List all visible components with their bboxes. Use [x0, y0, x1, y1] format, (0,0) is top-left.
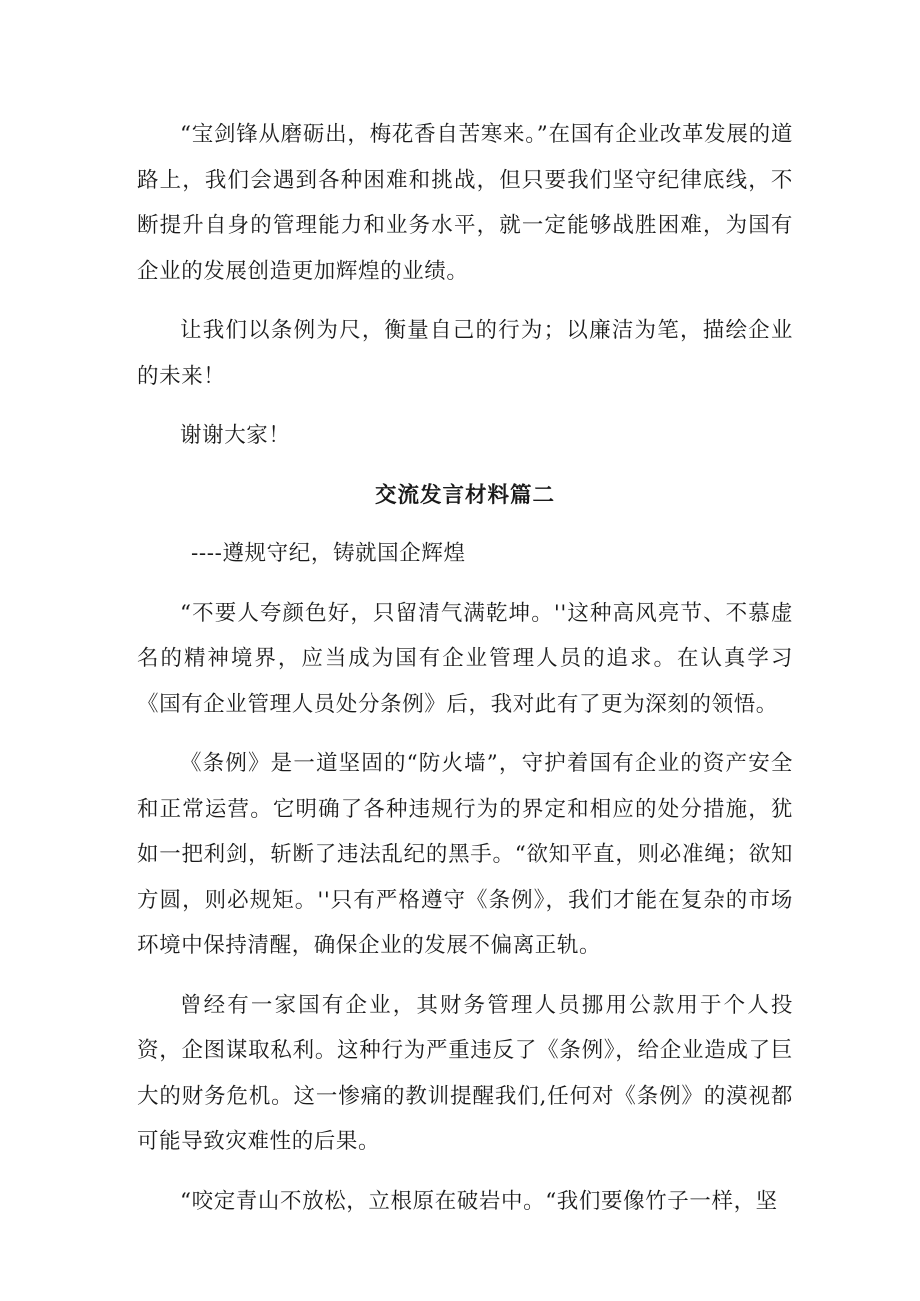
paragraph-case-study: 曾经有一家国有企业，其财务管理人员挪用公款用于个人投资，企图谋取私利。这种行为严重违反了《条例》，给企业造成了巨大的财务危机。这一惨痛的教训提醒我们,任何对《条例》的漠视都可能导致灾难性的后果。	[137, 992, 793, 1154]
paragraph-bamboo: “咬定青山不放松，立根原在破岩中。“我们要像竹子一样，坚	[180, 1188, 778, 1214]
paragraph-firewall: 《条例》是一道坚固的“防火墙”，守护着国有企业的资产安全和正常运营。它明确了各种违规行为的界定和相应的处分措施，犹如一把利剑，斩断了违法乱纪的黑手。“欲知平直，则必准绳；欲知方圆，则必规矩。''只有严格遵守《条例》，我们才能在复杂的市场环境中保持清醒，确保企业的发展不偏离正轨。	[137, 751, 793, 958]
paragraph-quote-intro: “不要人夸颜色好，只留清气满乾坤。''这种高风亮节、不慕虚名的精神境界，应当成为国有企业管理人员的追求。在认真学习《国有企业管理人员处分条例》后，我对此有了更为深刻的领悟。	[137, 600, 793, 717]
paragraph-thanks: 谢谢大家！	[180, 423, 291, 448]
section-title: 交流发言材料篇二	[374, 482, 555, 508]
paragraph-call-to-action: 让我们以条例为尺，衡量自己的行为；以廉洁为笔，描绘企业的未来！	[137, 318, 793, 389]
document-page	[137, 112, 793, 1224]
section-subtitle: ----遵规守纪，铸就国企辉煌	[191, 541, 466, 566]
paragraph-perseverance: “宝剑锋从磨砺出，梅花香自苦寒来。”在国有企业改革发展的道路上，我们会遇到各种困难和挑战，但只要我们坚守纪律底线，不断提升自身的管理能力和业务水平，就一定能够战胜困难，为国有企业的发展创造更加辉煌的业绩。	[137, 122, 793, 284]
